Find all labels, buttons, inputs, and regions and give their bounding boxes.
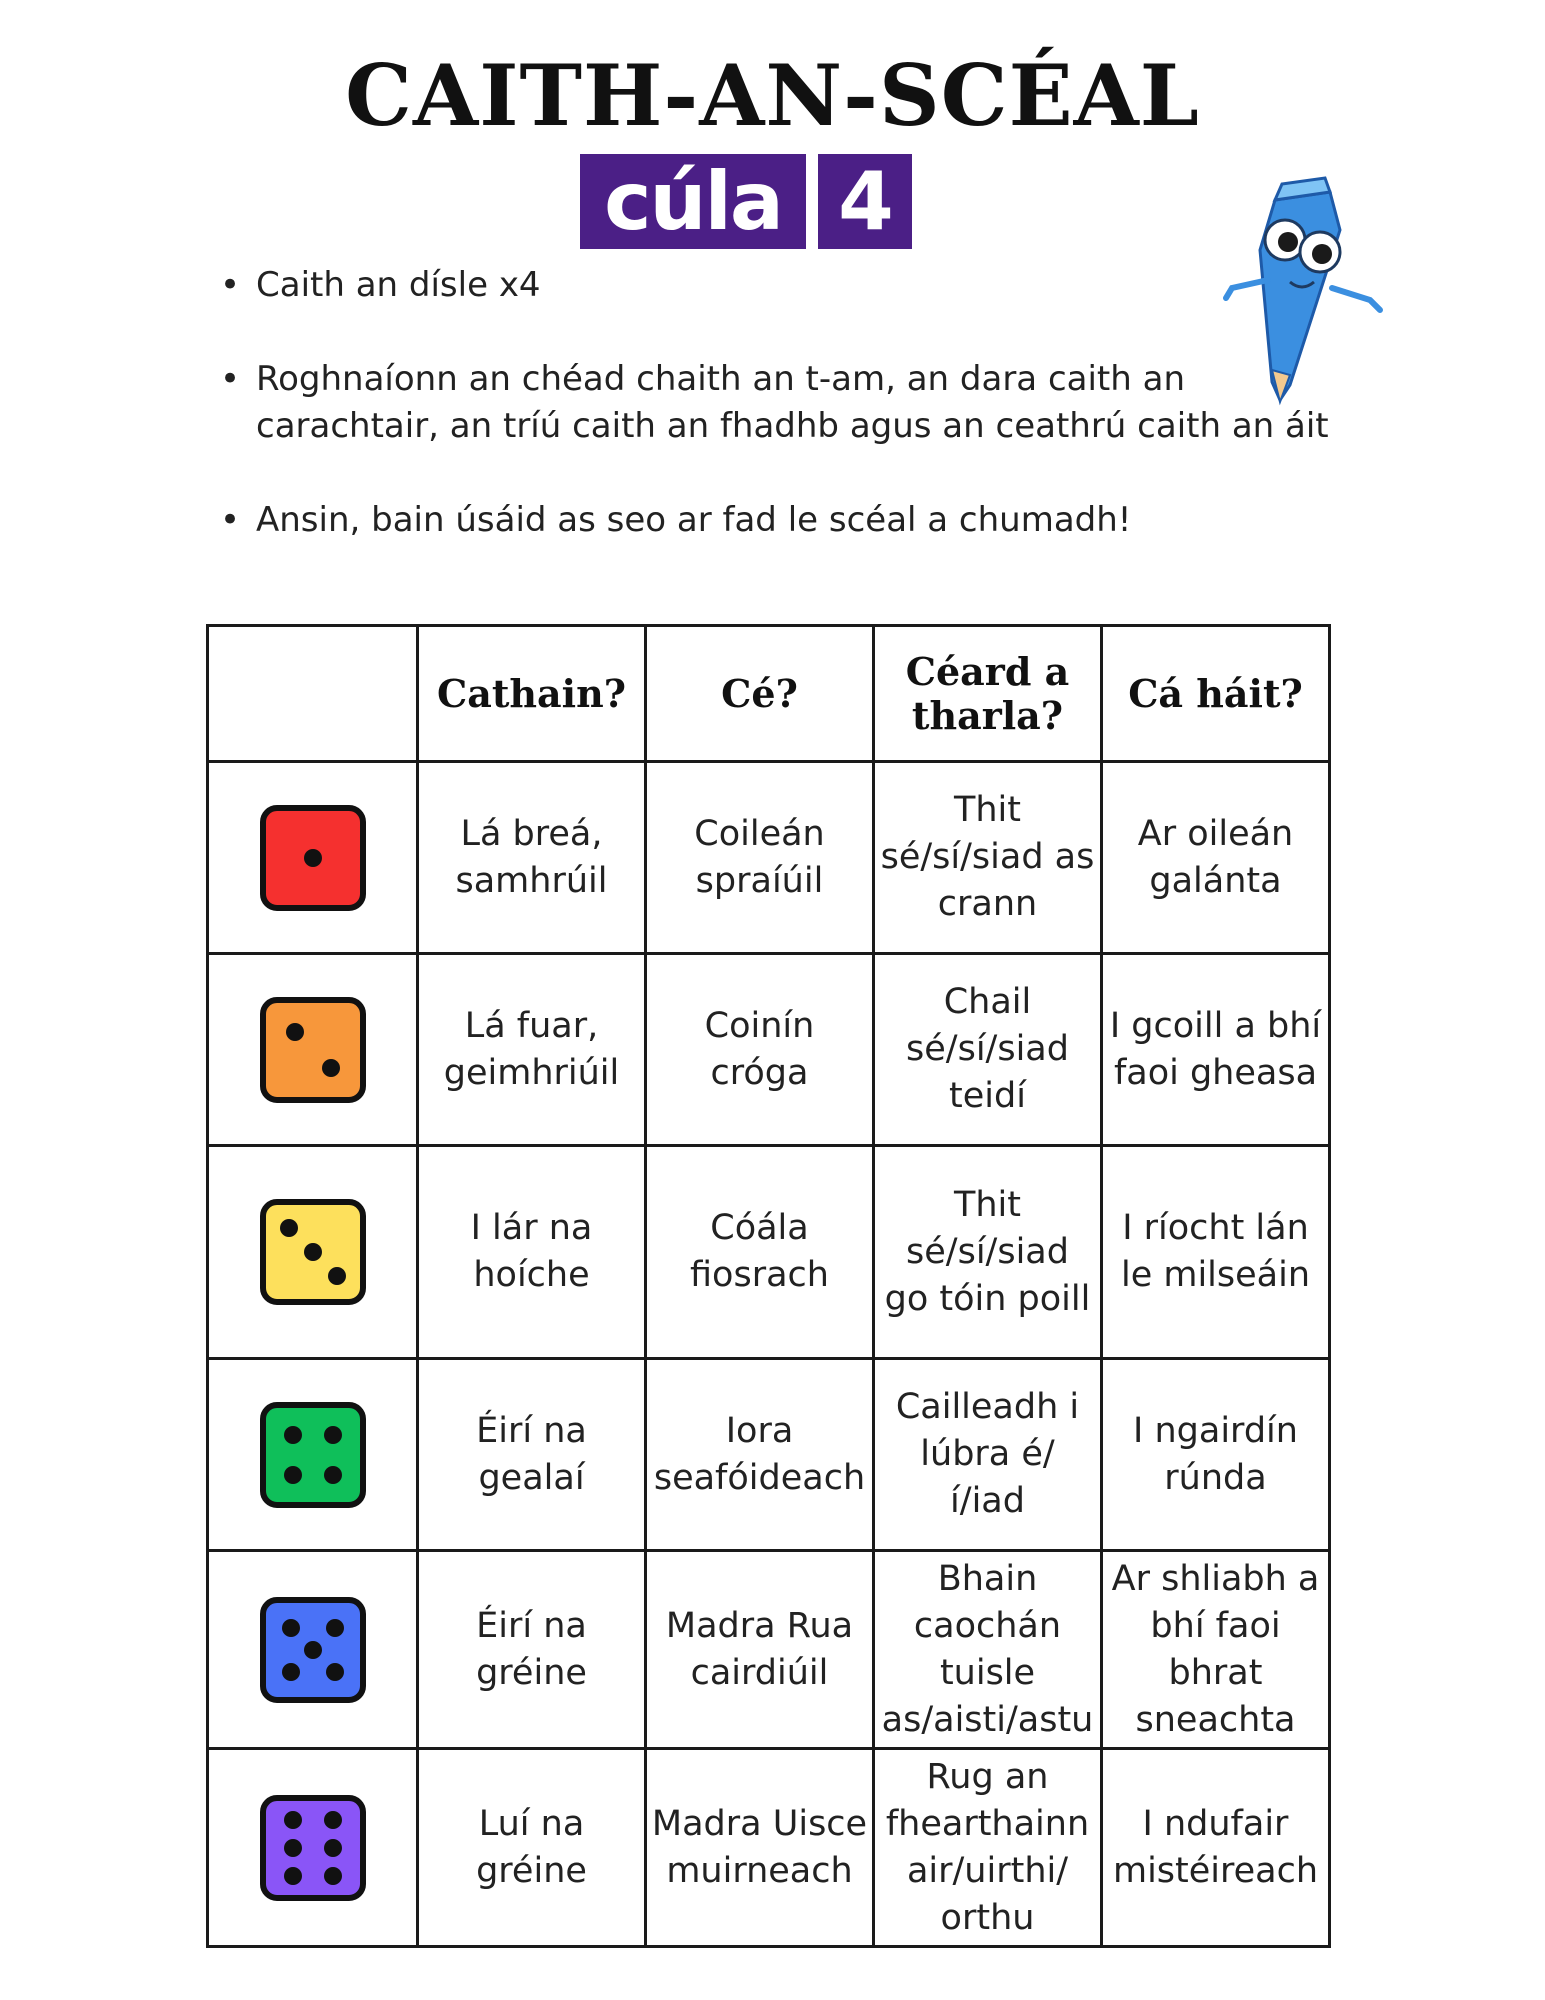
cell-when: Luí na gréine bbox=[418, 1749, 646, 1947]
cell-where: Ar shliabh a bhí faoi bhrat sneachta bbox=[1102, 1551, 1330, 1749]
cell-what: Bhain caochán tuisle as/aisti/astu bbox=[874, 1551, 1102, 1749]
table-row bbox=[208, 954, 1330, 1146]
cell-who: Cóála fiosrach bbox=[646, 1146, 874, 1359]
die-1-icon bbox=[259, 804, 367, 912]
cell-who: Iora seafóideach bbox=[646, 1359, 874, 1551]
header-where: Cá háit? bbox=[1102, 626, 1330, 762]
cell-where: I ngairdín rúnda bbox=[1102, 1359, 1330, 1551]
die-pip bbox=[326, 1619, 344, 1637]
die-face bbox=[263, 1798, 363, 1898]
cell-who: Coinín cróga bbox=[646, 954, 874, 1146]
cell-when: I lár na hoíche bbox=[418, 1146, 646, 1359]
cula4-logo bbox=[580, 154, 912, 249]
cell-when: Lá breá, samhrúil bbox=[418, 762, 646, 954]
cell-when: Lá fuar, geimhriúil bbox=[418, 954, 646, 1146]
cell-what: Rug an fhearthainn air/uirthi/ orthu bbox=[874, 1749, 1102, 1947]
die-2-icon bbox=[259, 996, 367, 1104]
cell-where: I ndufair mistéireach bbox=[1102, 1749, 1330, 1947]
cell-what: Thit sé/sí/siad go tóin poill bbox=[874, 1146, 1102, 1359]
die-3-icon bbox=[259, 1198, 367, 1306]
header-what: Céard a tharla? bbox=[874, 626, 1102, 762]
dice-cell bbox=[208, 762, 418, 954]
dice-cell bbox=[208, 1146, 418, 1359]
logo-number: 4 bbox=[818, 154, 912, 249]
die-pip bbox=[284, 1867, 302, 1885]
cell-where: I ríocht lán le milseáin bbox=[1102, 1146, 1330, 1359]
die-pip bbox=[282, 1663, 300, 1681]
die-4-icon bbox=[259, 1401, 367, 1509]
dice-cell bbox=[208, 1551, 418, 1749]
dice-cell bbox=[208, 1359, 418, 1551]
die-pip bbox=[284, 1811, 302, 1829]
die-pip bbox=[328, 1267, 346, 1285]
die-pip bbox=[280, 1219, 298, 1237]
die-pip bbox=[304, 849, 322, 867]
table-row bbox=[208, 1749, 1330, 1947]
die-pip bbox=[324, 1839, 342, 1857]
die-pip bbox=[304, 1641, 322, 1659]
dice-cell bbox=[208, 954, 418, 1146]
die-face bbox=[263, 1000, 363, 1100]
table-row bbox=[208, 1146, 1330, 1359]
header-who: Cé? bbox=[646, 626, 874, 762]
cell-when: Éirí na gréine bbox=[418, 1551, 646, 1749]
die-pip bbox=[324, 1426, 342, 1444]
header-when: Cathain? bbox=[418, 626, 646, 762]
instruction-item: • Caith an dísle x4 bbox=[220, 262, 1350, 309]
cell-who: Madra Rua cairdiúil bbox=[646, 1551, 874, 1749]
die-pip bbox=[322, 1059, 340, 1077]
cell-where: Ar oileán galánta bbox=[1102, 762, 1330, 954]
die-pip bbox=[284, 1466, 302, 1484]
table-row bbox=[208, 762, 1330, 954]
table-header-row bbox=[208, 626, 1330, 762]
die-6-icon bbox=[259, 1794, 367, 1902]
die-pip bbox=[324, 1811, 342, 1829]
instructions-list bbox=[220, 262, 1350, 591]
die-pip bbox=[304, 1243, 322, 1261]
dice-cell bbox=[208, 1749, 418, 1947]
cell-what: Chail sé/sí/siad teidí bbox=[874, 954, 1102, 1146]
instruction-item: • Ansin, bain úsáid as seo ar fad le scéal a chumadh! bbox=[220, 497, 1350, 544]
cell-where: I gcoill a bhí faoi gheasa bbox=[1102, 954, 1330, 1146]
instruction-item: • Roghnaíonn an chéad chaith an t-am, an dara caith an carachtair, an tríú caith an fhadhb agus an ceathrú caith an áit bbox=[220, 356, 1350, 450]
die-pip bbox=[324, 1867, 342, 1885]
die-pip bbox=[324, 1466, 342, 1484]
die-pip bbox=[284, 1839, 302, 1857]
table-row bbox=[208, 1359, 1330, 1551]
die-pip bbox=[282, 1619, 300, 1637]
cell-when: Éirí na gealaí bbox=[418, 1359, 646, 1551]
logo-word: cúla bbox=[580, 154, 806, 249]
die-pip bbox=[286, 1023, 304, 1041]
cell-what: Thit sé/sí/siad as crann bbox=[874, 762, 1102, 954]
cell-who: Madra Uisce muirneach bbox=[646, 1749, 874, 1947]
header-dice bbox=[208, 626, 418, 762]
cell-what: Cailleadh i lúbra é/ í/iad bbox=[874, 1359, 1102, 1551]
story-dice-table bbox=[206, 624, 1331, 1948]
die-pip bbox=[326, 1663, 344, 1681]
page-title: CAITH-AN-SCÉAL bbox=[345, 46, 1200, 145]
die-face bbox=[263, 1405, 363, 1505]
cell-who: Coileán spraíúil bbox=[646, 762, 874, 954]
die-5-icon bbox=[259, 1596, 367, 1704]
die-pip bbox=[284, 1426, 302, 1444]
table-row bbox=[208, 1551, 1330, 1749]
